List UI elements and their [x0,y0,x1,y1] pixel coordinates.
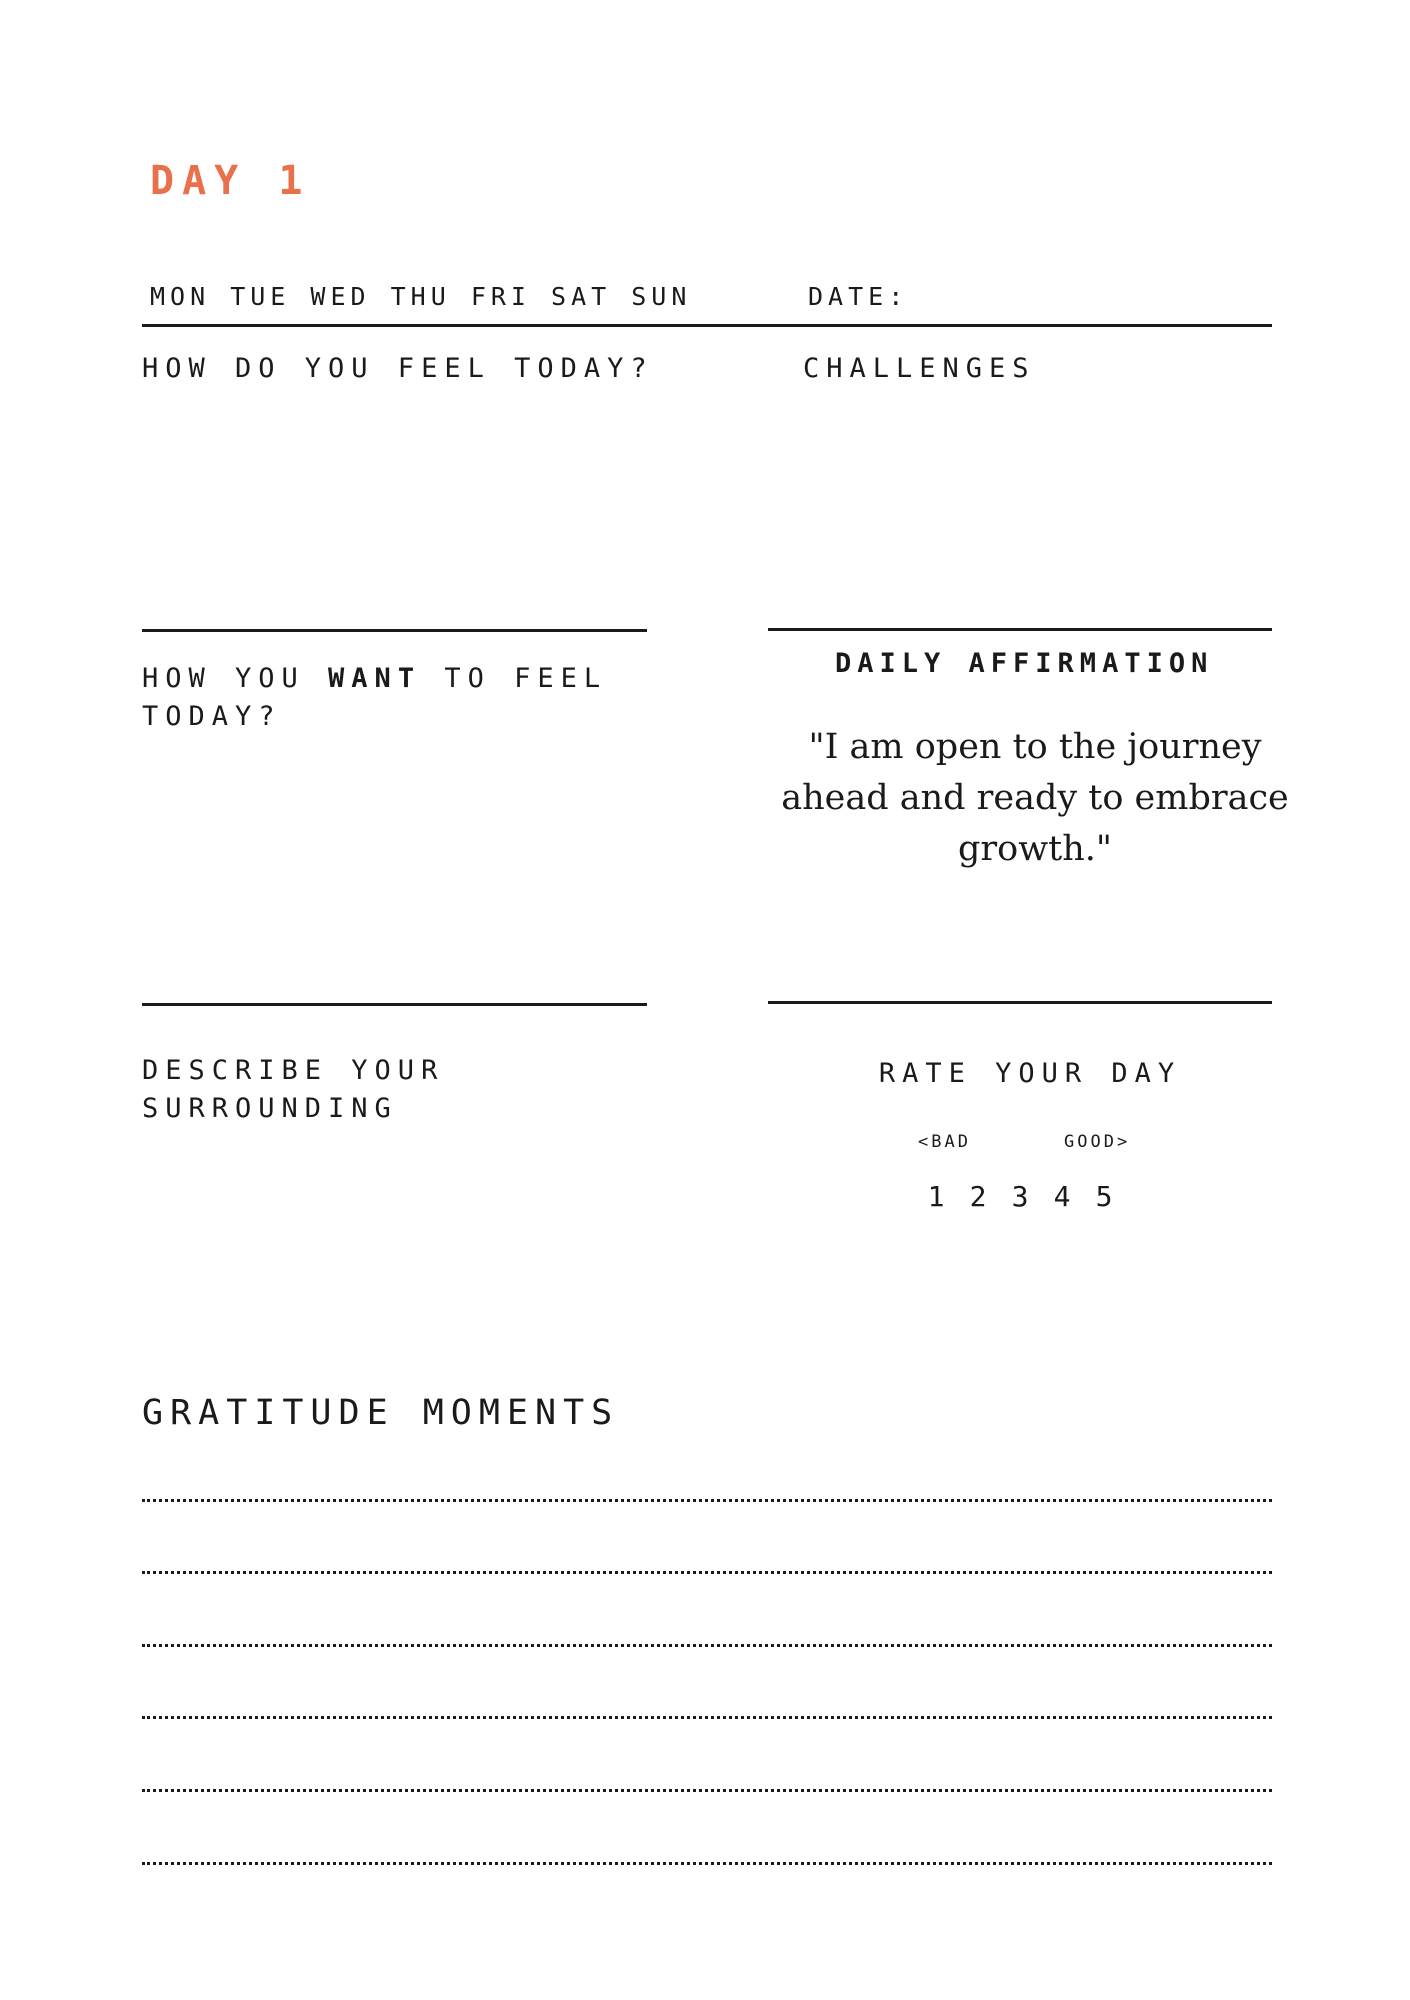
feel-today-label: HOW DO YOU FEEL TODAY? [142,353,654,384]
rating-option-1[interactable]: 1 [927,1180,945,1213]
gratitude-line[interactable] [142,1862,1272,1865]
gratitude-title: GRATITUDE MOMENTS [142,1393,620,1433]
feel-today-divider [142,629,647,632]
header-divider [142,324,1272,327]
surrounding-label [142,1052,444,1128]
rating-option-5[interactable]: 5 [1095,1180,1113,1213]
rating-option-4[interactable]: 4 [1053,1180,1071,1213]
want-feel-divider [142,1003,647,1006]
challenges-label: CHALLENGES [803,353,1036,384]
rating-option-2[interactable]: 2 [969,1180,987,1213]
surrounding-line1: DESCRIBE YOUR [142,1055,445,1086]
surrounding-line2: SURROUNDING [142,1093,398,1124]
rating-bad-label: <BAD [918,1132,971,1152]
gratitude-line[interactable] [142,1499,1272,1502]
challenges-divider [768,628,1272,631]
rating-scale [925,1180,1115,1213]
weekday-selector[interactable]: MON TUE WED THU FRI SAT SUN [150,282,692,311]
affirmation-text: "I am open to the journey ahead and ready to embrace growth." [781,727,1289,869]
gratitude-line[interactable] [142,1644,1272,1647]
affirmation-title: DAILY AFFIRMATION [835,648,1214,679]
rating-good-label: GOOD> [1064,1132,1131,1152]
affirmation-divider [768,1001,1272,1004]
want-feel-label [142,660,607,736]
want-feel-prefix: HOW YOU [142,663,329,694]
rating-option-3[interactable]: 3 [1011,1180,1029,1213]
gratitude-line[interactable] [142,1571,1272,1574]
page-title: DAY 1 [150,158,311,204]
want-feel-suffix: TO FEEL [421,663,608,694]
gratitude-line[interactable] [142,1789,1272,1792]
date-label: DATE: [808,282,909,311]
want-feel-line2: TODAY? [142,701,282,732]
rate-day-title: RATE YOUR DAY [878,1058,1182,1089]
want-feel-emphasis: WANT [328,663,422,694]
gratitude-line[interactable] [142,1716,1272,1719]
